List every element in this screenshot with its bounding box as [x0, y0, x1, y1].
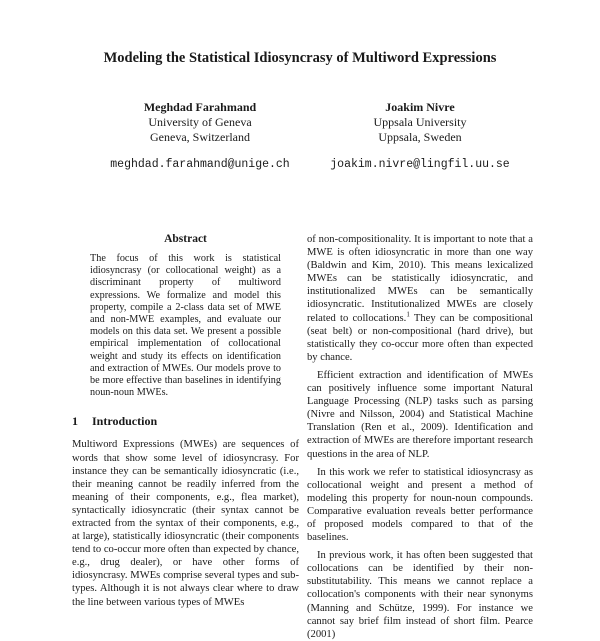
intro-paragraph: Multiword Expressions (MWEs) are sequences of words that show some level of idiosyncrasy. For instance they can be semantically idiosyncratic (i.e., their meaning cannot be readily inferred from the meaning of their components, e.g., flea market), syntactically idiosyncratic (their syntax cannot be extracted from the syntax of their components, e.g., at large), statistically idiosyncratic (their components tend to co-occur more often than expected by chance, e.g., drug dealer), or have other forms of idiosyncrasy. MWEs comprise several types and sub-types. Although it is not always clear where to draw the line between various types of MWEs — [72, 439, 299, 608]
abstract-heading: Abstract — [164, 233, 207, 245]
section-number: 1 — [72, 414, 78, 429]
author-block-2 — [305, 100, 535, 172]
left-column — [72, 233, 299, 609]
author-block-1 — [85, 100, 315, 172]
author-affiliation: University of Geneva — [148, 115, 252, 129]
body-paragraph: In previous work, it has often been suggested that collocations can be identified by their non-substitutability. This means we cannot replace a collocation's components with their near synonyms (Manning and Schütze, 1999). For instance we cannot say brief film instead of short film. Pearce (2001) — [307, 550, 533, 640]
author-location: Uppsala, Sweden — [378, 130, 462, 144]
author-email[interactable]: meghdad.farahmand@unige.ch — [110, 158, 290, 171]
author-name: Joakim Nivre — [385, 100, 455, 114]
paragraph-text: They can be compositional (seat belt) or non-compositional (hard drive), but statistically they co-occur more often than expected by chance. — [307, 312, 533, 363]
footnote-mark[interactable]: 1 — [406, 310, 410, 319]
paper-title: Modeling the Statistical Idiosyncrasy of Multiword Expressions — [103, 50, 497, 66]
paragraph-text: of non-compositionality. It is important to note that a MWE is often idiosyncratic in more than one way (Baldwin and Kim, 2010). This means lexicalized MWEs can be statistically idiosyncratic, and institutionalized MWEs can be semantically idiosyncratic. Institutionalized MWEs are closely related to collocations. — [307, 234, 533, 324]
section-title: Introduction — [92, 414, 158, 429]
author-location: Geneva, Switzerland — [150, 130, 250, 144]
body-paragraph: In this work we refer to statistical idiosyncrasy as collocational weight and present a method of modeling this property for noun-noun compounds. Comparative evaluation reveals better performance of proposed models compared to that of the baselines. — [307, 466, 533, 544]
abstract-text: The focus of this work is statistical idiosyncrasy (or collocational weight) as a discriminant property of multiword expressions. We formalize and model this property, compile a 2-class data set of MWE and non-MWE examples, and evaluate our models on this data set. We present a possible empirical implementation of collocational weight and study its effects on identification and extraction of MWEs. Our models prove to be more effective than baselines in identifying noun-noun MWEs. — [90, 253, 281, 399]
section-heading — [72, 414, 299, 429]
right-column — [307, 233, 533, 641]
author-affiliation: Uppsala University — [373, 115, 467, 129]
body-paragraph — [307, 233, 533, 364]
author-name: Meghdad Farahmand — [143, 100, 257, 114]
body-paragraph: Efficient extraction and identification of MWEs can positively influence some important Natural Language Processing (NLP) tasks such as parsing (Nivre and Nilsson, 2004) and Statistical Machine Translation (Ren et al., 2009). Identification and extraction of MWEs are therefore important research questions in the area of NLP. — [307, 369, 533, 460]
author-email[interactable]: joakim.nivre@lingfil.uu.se — [330, 158, 510, 171]
